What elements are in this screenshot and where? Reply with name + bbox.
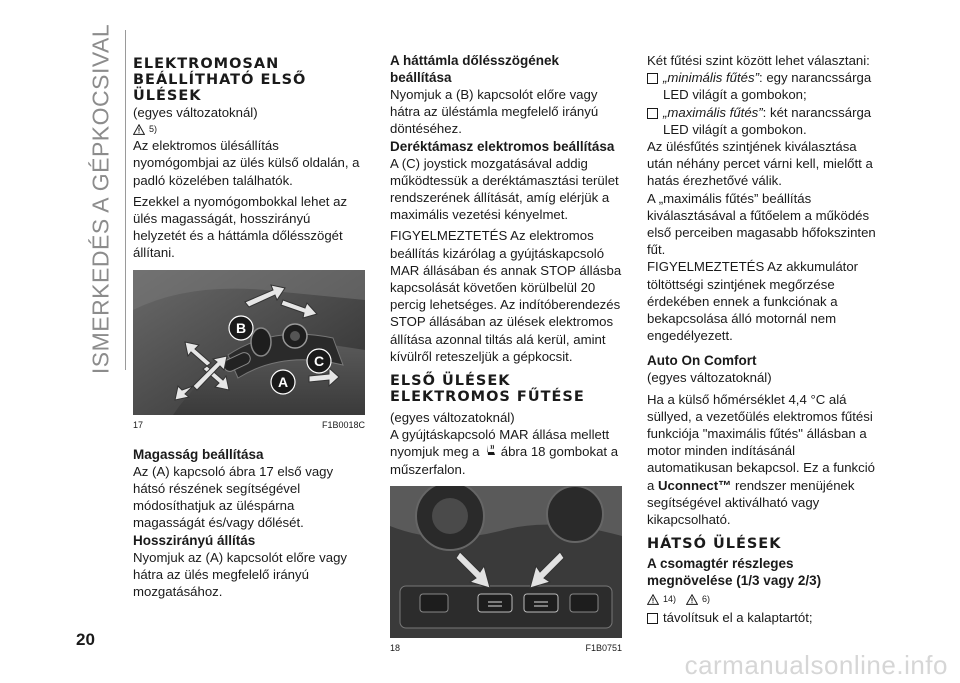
figure-18-dashboard-buttons (390, 486, 622, 638)
text-run: A gyújtáskapcsoló MAR állása mellett nyomjuk meg a (390, 427, 610, 460)
paragraph: Nyomjuk a (B) kapcsolót előre vagy hátra az üléstámla megfelelő irányú döntéséhez. (390, 87, 599, 137)
figure-caption (133, 417, 365, 434)
column-2 (390, 53, 622, 657)
figure-number: 18 (390, 642, 401, 653)
list-item-text: távolítsuk el a kalaptartót; (663, 610, 813, 626)
paragraph: Nyomjuk az (A) kapcsolót előre vagy hátra az ülés megfelelő irányú mozgatásához. (133, 549, 348, 600)
section-heading-rear-seats: HÁTSÓ ÜLÉSEK (647, 536, 782, 553)
column-1 (133, 56, 365, 600)
variant-note: (egyes változatoknál) (647, 370, 772, 386)
paragraph: Az elektromos ülésállítás nyomógombjai az ülés külső oldalán, a padló közelében találhatók. (133, 138, 360, 188)
list-item (647, 609, 879, 626)
warning-reference (647, 591, 879, 607)
warning-ref-number: 6) (702, 593, 711, 604)
warning-triangle-icon (133, 124, 145, 135)
callout-label-b: B (235, 319, 247, 336)
subheading-lumbar: Deréktámasz elektromos beállítása (390, 138, 615, 154)
paragraph: Az ülésfűtés szintjének kiválasztása után néhány percet várni kell, mielőtt a hatás érezhetővé válik. (647, 139, 873, 189)
text-run-emphasis: „maximális fűtés” (663, 104, 763, 120)
figure-code: F1B0018C (321, 419, 365, 430)
text-run: ábra 18 gombokat a műszerfalon. (390, 444, 619, 477)
dashboard-illustration (390, 486, 622, 638)
variant-note: (egyes változatoknál) (390, 410, 515, 426)
paragraph: A „maximális fűtés” beállítás kiválasztásával a fűtőelem a működés első perceiben magasabb hőfokszinten fűt. (647, 190, 876, 258)
subheading-longitudinal: Hosszirányú állítás (133, 532, 256, 548)
paragraph (390, 426, 622, 478)
paragraph-warning: FIGYELMEZTETÉS Az elektromos beállítás kizárólag a gyújtáskapcsoló MAR állásában és annak STOP állásba kapcsolását követően körülbelül 20 percig lehetséges. Az indítóberendezés STOP állásában az ülések elektromos állítása azonnal tiltás alá kerül, amint kívülről reteszeljük a gépkocsit. (390, 228, 622, 364)
callout-label-a: A (277, 373, 289, 390)
paragraph: A (C) joystick mozgatásával addig működtessük a deréktámasztási terület rendszerének állítását, amíg elérjük a maximális vezetési kényelmet. (390, 155, 619, 223)
heading-line: BEÁLLÍTHATÓ ELSŐ (133, 72, 307, 88)
subheading-cargo-extension: A csomagtér részleges megnövelése (1/3 vagy 2/3) (647, 556, 822, 589)
page-number: 20 (76, 630, 95, 649)
warning-triangle-icon (686, 594, 698, 605)
list-item-text (663, 69, 879, 103)
paragraph: Két fűtési szint között lehet választani: (647, 53, 870, 68)
text-run: Ha a külső hőmérséklet 4,4 °C alá süllyed, a vezetőülés elektromos fűtési funkciója "maximális fűtés" állásban a motor minden indításánál automatikusan bekapcsol. Ez a funkció a (647, 391, 875, 493)
paragraph: Az (A) kapcsoló ábra 17 első vagy hátsó részének segítségével módosíthatjuk az üléspárna magasságát és/vagy dőlését. (133, 463, 334, 531)
list-item (647, 104, 879, 138)
heading-line: ELSŐ ÜLÉSEK (390, 373, 511, 390)
text-run: rendszer menüjének segítségével aktiválható vagy kikapcsolható. (647, 477, 855, 528)
figure-caption (390, 640, 622, 657)
list-item (647, 69, 879, 103)
section-heading-seat-heating (390, 373, 622, 405)
heading-line: ELEKTROMOSAN (133, 56, 280, 72)
list-item-text (663, 104, 879, 138)
subheading-height: Magasság beállítása (133, 446, 264, 462)
paragraph-warning: FIGYELMEZTETÉS Az akkumulátor töltöttségi szintjének megőrzése érdekében ennek a funkciónak a bekapcsolása álló motornál nem engedélyezett. (647, 259, 859, 344)
text-run-emphasis: „minimális fűtés” (663, 70, 759, 86)
text-run: : egy narancssárga LED világít a gombokon; (663, 70, 872, 103)
callout-label-c: C (313, 352, 325, 369)
chapter-side-title-text: ISMERKEDÉS A GÉPKOCSIVAL (87, 23, 114, 375)
bullet-box-icon (647, 73, 658, 84)
seat-switch-illustration (133, 270, 365, 415)
brand-name: Uconnect™ (658, 477, 732, 493)
warning-ref-number: 14) (663, 593, 677, 604)
figure-code: F1B0751 (585, 642, 622, 653)
bullet-box-icon (647, 108, 658, 119)
warning-ref-number: 5) (149, 123, 158, 134)
paragraph (647, 391, 879, 529)
subheading-auto-on-comfort: Auto On Comfort (647, 353, 757, 369)
chapter-side-title (78, 23, 124, 375)
figure-number: 17 (133, 419, 144, 430)
warning-reference (133, 121, 365, 137)
subheading-backrest: A háttámla dőlésszögének beállítása (390, 53, 560, 85)
heading-line: ÜLÉSEK (133, 88, 202, 104)
paragraph: Ezekkel a nyomógombokkal lehet az ülés magasságát, hosszirányú helyzetét és a háttámla dőlésszögét állítani. (133, 193, 348, 261)
chapter-divider-line (125, 30, 126, 370)
section-heading-electric-seats (133, 56, 365, 104)
heading-line: ELEKTROMOS FŰTÉSE (390, 389, 585, 406)
seat-heating-icon (483, 444, 497, 457)
warning-triangle-icon (647, 594, 659, 605)
text-run: : két narancssárga LED világít a gombokon. (663, 104, 872, 137)
variant-note: (egyes változatoknál) (133, 105, 258, 120)
watermark: carmanualsonline.info (684, 650, 948, 680)
bullet-box-icon (647, 613, 658, 624)
column-3 (647, 53, 879, 626)
figure-17-seat-switches (133, 270, 365, 415)
